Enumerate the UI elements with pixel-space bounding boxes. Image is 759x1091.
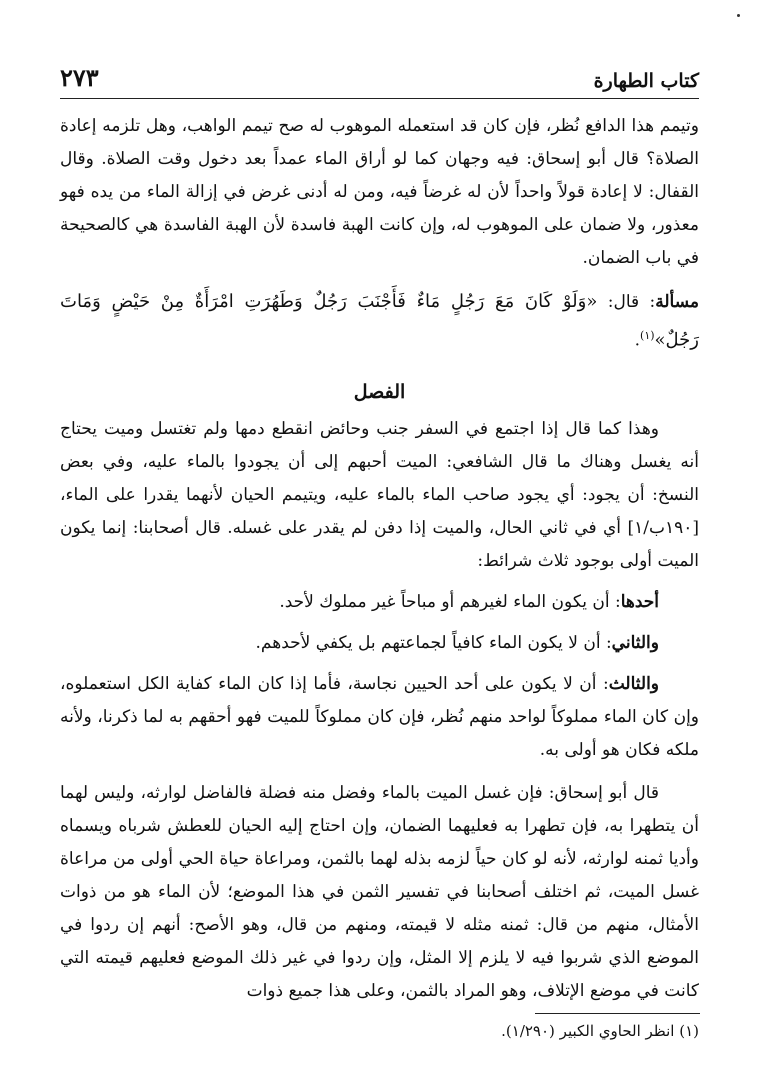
footnote-divider [535,1013,700,1014]
corner-mark [737,14,740,17]
condition-text: : أن لا يكون على أحد الحيين نجاسة، فأما إذا كان الماء كفاية الكل استعملوه، وإن كان الماء مملوكاً لواحد منهم نُظر، فإن كان مملوكاً للميت فهو أحقهم به لما ذكرنا، ولأنه ملكه فكان هو أولى به. [60,673,699,760]
paragraph-2: وهذا كما قال إذا اجتمع في السفر جنب وحائض انقطع دمها ولم تغتسل وميت يحتاج أنه يغسل وهناك ما قال الشافعي: الميت أحبهم إلى أن يجودوا بالماء عليه، وفي بعض النسخ: أن يجود: أي يجود صاحب الماء بالماء عليه، ويتيمم الحيان لأنهما يقدرا على الماء، [١٩٠ب/١] أي في ثاني الحال، والميت إذا دفن لم يقدر على غسله. قال أصحابنا: إنما يكون الميت أولى بوجود ثلاث شرائط: [60,418,699,571]
masala-end: . [634,330,641,351]
masala-label: مسألة [655,292,699,312]
page-header [60,62,699,99]
page-number: ٢٧٣ [60,63,99,92]
condition-2 [60,627,699,660]
masala-quote: «وَلَوْ كَانَ مَعَ رَجُلٍ مَاءٌ فَأَجْنَبَ رَجُلٌ وَطَهُرَتِ امْرَأَةٌ مِنْ حَيْضٍ وَمَاتَ رَجُلٌ» [60,291,699,351]
masala-intro: : قال: [597,292,656,312]
page-body [60,110,699,1008]
paragraph-3: قال أبو إسحاق: فإن غسل الميت بالماء وفضل منه فضلة فالفاضل لوارثه، وليس لهما أن يتطهرا به، فإن تطهرا به فعليهما الضمان، وإن احتاج إليه الحيان للعطش شرباه ويسماه وأديا ثمنه لوارثه، لأنه لو كان حياً لزمه بذله لهما بالثمن، ومراعاة حياة الحي أولى من مراعاة غسل الميت، ثم اختلف أصحابنا في تفسير الثمن في هذا الموضع؛ لأن الماء هو من ذوات الأمثال، منهم من قال: ثمنه مثله لا قيمته، ومنهم من قال، وهو الأصح: أنهم إن ردوا في الموضع الذي شربوا فيه لا يلزم إلا المثل، وإن ردوا في غير ذلك الموضع فعليهم قيمته التي كانت في موضع الإتلاف، وهو المراد بالثمن، وعلى هذا جميع ذوات [60,782,699,1001]
footnote-ref: (١) [640,329,655,342]
condition-label: والثاني [611,632,659,653]
masala-paragraph [60,285,699,358]
book-title: كتاب الطهارة [593,70,699,92]
condition-label: والثالث [608,673,659,694]
section-title: الفصل [353,380,406,403]
condition-text: : أن لا يكون الماء كافياً لجماعتهم بل يكفي لأحدهم. [255,632,612,653]
condition-text: : أن يكون الماء لغيرهم أو مباحاً غير مملوك لأحد. [279,591,621,612]
condition-label: أحدها [620,591,659,612]
condition-3 [60,668,699,767]
paragraph-1: وتيمم هذا الدافع نُظر، فإن كان قد استعمله الموهوب له صح تيمم الواهب، وهل تلزمه إعادة الصلاة؟ قال أبو إسحاق: فيه وجهان كما لو أراق الماء عمداً بعد دخول وقت الصلاة. وقال القفال: لا إعادة قولاً واحداً لأن له غرضاً فيه، ومن له أدنى غرض في إزالة الماء من يده فهو معذور، ولا ضمان على الموهوب له، وإن كانت الهبة فاسدة لأن الهبة الفاسدة هي كالصحيحة في باب الضمان. [60,116,699,268]
footnote: (١) انظر الحاوي الكبير (١/٢٩٠). [501,1022,699,1040]
condition-1 [60,586,699,619]
